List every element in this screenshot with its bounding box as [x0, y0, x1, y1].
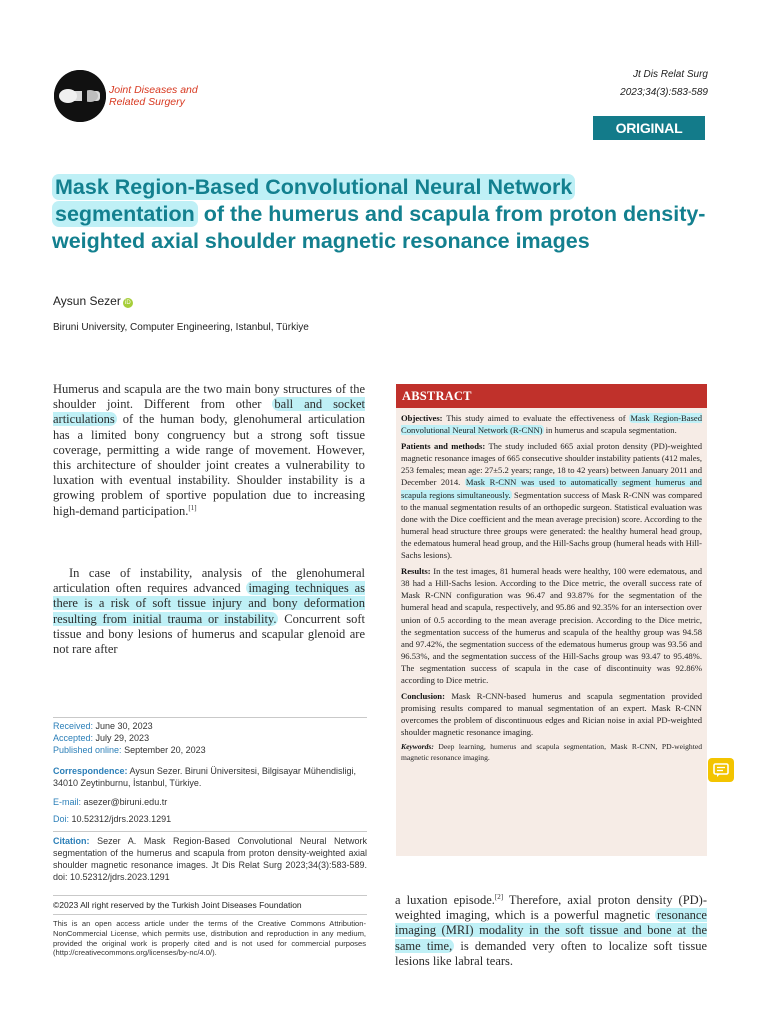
- text-run: In the test images, 81 humeral heads were healthy, 100 were edematous, and 38 had a Hill-Sachs lesion. According to the Dice metric, the overall success rate of Mask R-CNN configuration was 96.47 and 93.87% for the segmentation of the humeral head and scapula, respectively, and 95.86 and 92.35% for an intersection over union of 0.5 according to the mean average precision. According to the Dice metric, the segmentation success of the humerus and scapula of the healthy group was 94.58 and 97.42%, the segmentation success of the edematous humerus group was 93.56 and 96.53%, and the segmentation success of the Hill-Sachs group was 93.47 to 95.48%. The segmentation success of scapula in the case of discontinuity was 92.86% according to Dice metric.: [401, 566, 702, 685]
- info-label: E-mail:: [53, 797, 82, 807]
- journal-abbreviation: Jt Dis Relat Surg: [632, 69, 708, 80]
- published-date: September 20, 2023: [121, 745, 206, 755]
- section-label: Objectives:: [401, 413, 443, 423]
- text-highlight: Mask Region-Based Convolutional Neural Network (R-CNN): [401, 413, 703, 436]
- accepted-date: July 29, 2023: [93, 733, 150, 743]
- text-run: In case of instability, analysis of the glenohumeral articulation often requires advanced: [53, 566, 365, 596]
- section-label: Patients and methods:: [401, 441, 486, 452]
- citation: [53, 835, 367, 883]
- info-label: Published online:: [53, 745, 122, 755]
- info-label: Citation:: [53, 836, 90, 846]
- published-line: [53, 744, 367, 756]
- doi-link[interactable]: 10.52312/jdrs.2023.1291: [69, 814, 172, 824]
- text-run: Therefore, axial proton density (PD)-weighted imaging, which is a powerful magnetic: [395, 893, 707, 923]
- article-type-badge: ORIGINAL ARTICLE: [593, 116, 705, 140]
- divider: [53, 717, 367, 718]
- abstract-heading: ABSTRACT: [396, 384, 707, 408]
- email-line: [53, 796, 367, 808]
- copyright: ©2023 All right reserved by the Turkish Joint Diseases Foundation: [53, 900, 302, 910]
- author-name: Aysun Sezer: [53, 294, 121, 308]
- text-run: of the human body, glenohumeral articulation has a limited bony congruency but a strong soft tissue coverage, permitting a wide range of movement. However, this architecture of shoulder joint creates a vulnerability to luxation with eventual instability. Shoulder instability is a growing problem of sportive population due to increasing high-demand participation.: [53, 412, 365, 518]
- journal-logo-icon: [54, 70, 106, 122]
- reference-link[interactable]: [2]: [494, 892, 504, 901]
- abstract-body: [396, 408, 707, 764]
- text-run: a luxation episode.: [395, 893, 495, 907]
- body-paragraph-2: [53, 566, 365, 657]
- text-run: in humerus and scapula segmentation.: [543, 425, 677, 436]
- text-run: This study aimed to evaluate the effectiveness of: [442, 413, 630, 423]
- text-run: Deep learning, humerus and scapula segmentation, Mask R-CNN, PD-weighted magnetic resonance imaging.: [401, 742, 702, 763]
- info-label: Accepted:: [53, 733, 94, 743]
- citation-text: Sezer A. Mask Region-Based Convolutional Neural Network segmentation of the humerus and scapula from proton density-weighted axial shoulder magnetic resonance images. Jt Dis Relat Surg 2023;34(3):583-589. doi: 10.52312/jdrs.2023.1291: [53, 836, 367, 882]
- text-run: The study included 665 axial proton density (PD)-weighted magnetic resonance images of 665 consecutive shoulder instability patients (412 males, 253 females; mean age: 27±5.2 years; range, 18 to 42 years) between January 2011 and December 2014.: [401, 441, 702, 488]
- chat-icon[interactable]: [708, 758, 734, 782]
- info-label: Doi:: [53, 814, 70, 824]
- info-label: Received:: [53, 721, 94, 731]
- text-highlight: Mask R-CNN was used to automatically segment humerus and scapula regions simultaneously.: [401, 477, 702, 500]
- journal-citation: 2023;34(3):583-589: [620, 87, 708, 98]
- title-rest: of the humerus and scapula from proton density-weighted axial shoulder magnetic resonance images: [52, 202, 706, 253]
- text-run: is demanded very often to localize soft tissue lesions like labral tears.: [395, 938, 707, 968]
- article-title: [52, 174, 724, 255]
- license-text: This is an open access article under the terms of the Creative Commons Attribution-NonCommercial License, which permits use, distribution and reproduction in any medium, provided the original work is properly cited and is not used for commercial purposes (http://creativecommons.org/licenses/by-nc/4.0/).: [53, 919, 366, 958]
- received-date: June 30, 2023: [93, 721, 153, 731]
- body-paragraph-1: [53, 382, 365, 519]
- article-info: [53, 717, 367, 883]
- text-run: Mask R-CNN-based humerus and scapula segmentation provided promising results compared to manual segmentation of an expert. Mask R-CNN overcomes the problem of discontinuous edges and Rician noise in axial PD-weighted shoulder magnetic resonance imaging.: [401, 691, 702, 738]
- title-highlight-2: segmentation: [52, 201, 198, 227]
- info-label: Correspondence:: [53, 766, 128, 776]
- title-highlight-1: Mask Region-Based Convolutional Neural Network: [52, 174, 575, 200]
- reference-link[interactable]: [1]: [188, 503, 197, 512]
- text-highlight: imaging techniques as there is a risk of soft tissue injury and bony deformation resulting from initial trauma or instability.: [53, 581, 365, 626]
- text-highlight: resonance imaging (MRI) modality in the soft tissue and bone at the same time,: [395, 908, 707, 953]
- doi-line: [53, 813, 367, 825]
- section-label: Keywords:: [401, 742, 434, 752]
- section-label: Conclusion:: [401, 691, 445, 702]
- abstract-objectives: [401, 412, 702, 436]
- divider: [53, 831, 367, 832]
- email-link[interactable]: asezer@biruni.edu.tr: [81, 797, 168, 807]
- abstract-box: [396, 384, 707, 856]
- orcid-icon[interactable]: iD: [123, 298, 133, 308]
- divider: [53, 895, 367, 896]
- text-run: Concurrent soft tissue and bony lesions of humerus and scapular glenoid are not rare after: [53, 611, 366, 657]
- body-paragraph-3: [395, 893, 707, 969]
- section-label: Results:: [401, 566, 431, 577]
- text-run: Humerus and scapula are the two main bony structures of the shoulder joint. Different from other: [53, 382, 365, 412]
- abstract-methods: [401, 440, 702, 561]
- divider: [53, 914, 367, 915]
- abstract-results: [401, 565, 702, 686]
- accepted-line: [53, 732, 367, 744]
- text-run: Segmentation success of Mask R-CNN was compared to the manual segmentation results of an orthopedic surgeon. Statistical evaluation was done with the Dice coefficient and the mean average precision) score. According to the humeral head structure three groups were generated: the healthy humeral head group, the edematous humeral head group, and the Hill-Sachs group (humeral heads with Hill-Sachs lesions).: [401, 489, 702, 561]
- abstract-keywords: [401, 742, 702, 764]
- text-highlight: ball and socket articulations: [53, 397, 366, 427]
- received-line: [53, 720, 367, 732]
- correspondence: [53, 765, 367, 789]
- author-line: [53, 294, 133, 308]
- correspondence-text: Aysun Sezer. Biruni Üniversitesi, Bilgisayar Mühendisligi, 34010 Zeytinburnu, İstanbul, Türkiye.: [53, 766, 356, 788]
- journal-name: Joint Diseases and Related Surgery: [109, 84, 198, 108]
- abstract-conclusion: [401, 690, 702, 738]
- affiliation: Biruni University, Computer Engineering, Istanbul, Türkiye: [53, 322, 309, 333]
